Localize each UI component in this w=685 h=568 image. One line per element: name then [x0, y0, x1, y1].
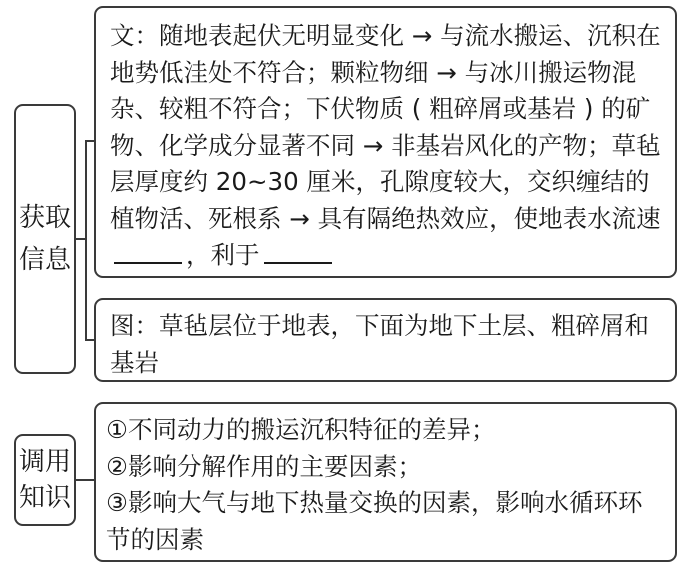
knowledge-item-3: ③影响大气与地下热量交换的因素，影响水循环环节的因素 [106, 488, 643, 554]
label-acquire-info: 获取 信息 [18, 203, 71, 275]
label-apply-knowledge: 调用 知识 [18, 447, 71, 513]
knowledge-box [94, 402, 677, 562]
text-segment: ，利于 [186, 240, 260, 270]
knowledge-item-1: ①不同动力的搬运沉积特征的差异； [106, 415, 496, 444]
fill-in-blank[interactable] [264, 237, 332, 264]
label-box-apply-knowledge [14, 434, 76, 526]
connector-line [85, 140, 87, 340]
image-info-box [94, 298, 677, 382]
fill-in-blank[interactable] [114, 237, 182, 264]
text-info-box [94, 6, 677, 278]
image-info-content: 图：草毡层位于地表，下面为地下土层、粗碎屑和基岩 [110, 311, 649, 377]
connector-line [76, 479, 94, 481]
knowledge-item-2: ②影响分解作用的主要因素； [106, 451, 422, 481]
text-info-content [110, 18, 661, 274]
text-segment: 文：随地表起伏无明显变化 → 与流水搬运、沉积在地势低洼处不符合；颗粒物细 → 与冰川搬运物混杂、较粗不符合；下伏物质 ( 粗碎屑或基岩 ) 的矿物、化学成分显著不同 → 非基岩风化的产物；草毡层厚度约 20~30 厘米，孔隙度较大，交织缠结的植物活、死根系 → 具有隔绝热效应，使地表水流速 [110, 21, 661, 233]
label-box-acquire-info [14, 104, 76, 374]
